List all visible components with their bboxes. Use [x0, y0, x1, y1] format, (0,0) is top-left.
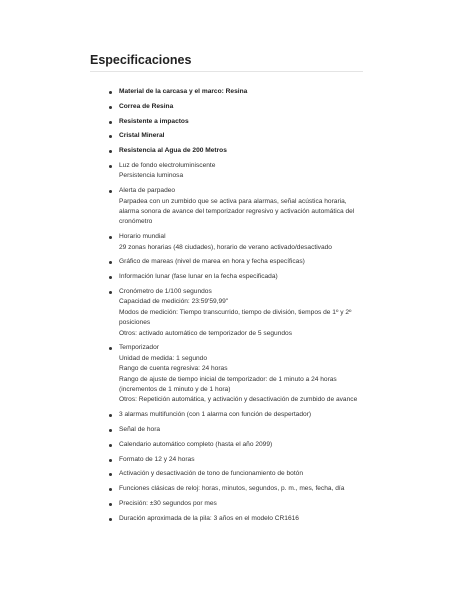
spec-label: Luz de fondo electroluminiscente: [119, 161, 216, 169]
spec-detail: 29 zonas horarias (48 ciudades), horario de verano activado/desactivado: [119, 243, 332, 251]
bullet-icon: [109, 150, 112, 153]
page-title: Especificaciones: [90, 53, 363, 72]
bullet-icon: [109, 276, 112, 279]
spec-label: Resistente a impactos: [119, 117, 189, 125]
bullet-icon: [109, 91, 112, 94]
specifications-section: [90, 53, 363, 529]
spec-detail: Persistencia luminosa: [119, 172, 184, 180]
list-item: [109, 117, 363, 127]
spec-label: Activación y desactivación de tono de funcionamiento de botón: [119, 470, 304, 478]
spec-label: Material de la carcasa y el marco: Resina: [119, 88, 248, 95]
bullet-icon: [109, 503, 112, 506]
bullet-icon: [109, 414, 112, 417]
list-item: [109, 131, 363, 141]
spec-detail: Parpadea con un zumbido que se activa para alarmas, señal acústica horaria, alarma sonora de avance del temporizador regresivo y activación automática del cronómetro: [119, 197, 355, 226]
spec-label: Señal de hora: [119, 426, 161, 434]
list-item: [109, 146, 363, 156]
list-item: [109, 272, 363, 282]
bullet-icon: [109, 347, 112, 350]
spec-detail: Unidad de medida: 1 segundo: [119, 354, 207, 362]
spec-label: Duración aproximada de la pila: 3 años en el modelo CR1616: [119, 514, 299, 522]
list-item: [109, 514, 363, 524]
bullet-icon: [109, 135, 112, 138]
spec-detail: Capacidad de medición: 23:59'59,99": [119, 298, 229, 306]
list-item: [109, 161, 363, 182]
spec-detail: Modos de medición: Tiempo transcurrido, tiempo de división, tiempos de 1º y 2º posiciones: [119, 308, 352, 327]
spec-detail: Rango de ajuste de tiempo inicial de temporizador: de 1 minuto a 24 horas (incrementos de 1 minuto y de 1 hora): [119, 375, 337, 394]
spec-label: Información lunar (fase lunar en la fecha especificada): [119, 273, 278, 281]
bullet-icon: [109, 261, 112, 264]
list-item: [109, 287, 363, 339]
bullet-icon: [109, 518, 112, 521]
bullet-icon: [109, 444, 112, 447]
bullet-icon: [109, 459, 112, 462]
bullet-icon: [109, 488, 112, 491]
bullet-icon: [109, 473, 112, 476]
list-item: [109, 343, 363, 405]
spec-detail: Otros: Repetición automática, y activación y desactivación de zumbido de avance: [119, 396, 358, 404]
spec-list: [90, 87, 363, 524]
spec-label: Horario mundial: [119, 233, 166, 241]
list-item: [109, 499, 363, 509]
bullet-icon: [109, 165, 112, 168]
spec-label: Formato de 12 y 24 horas: [119, 455, 195, 463]
spec-label: Calendario automático completo (hasta el año 2099): [119, 440, 273, 448]
spec-label: Precisión: ±30 segundos por mes: [119, 500, 217, 508]
list-item: [109, 102, 363, 112]
list-item: [109, 410, 363, 420]
list-item: [109, 87, 363, 97]
spec-label: Gráfico de mareas (nivel de marea en hora y fecha específicas): [119, 258, 305, 266]
list-item: [109, 484, 363, 494]
list-item: [109, 232, 363, 253]
spec-detail: Otros: activado automático de temporizador de 5 segundos: [119, 329, 293, 337]
bullet-icon: [109, 190, 112, 193]
spec-label: Temporizador: [119, 344, 159, 352]
spec-label: Cristal Mineral: [119, 132, 165, 140]
spec-label: Cronómetro de 1/100 segundos: [119, 288, 212, 295]
bullet-icon: [109, 236, 112, 239]
bullet-icon: [109, 291, 112, 294]
spec-label: 3 alarmas multifunción (con 1 alarma con función de despertador): [119, 411, 312, 419]
list-item: [109, 425, 363, 435]
list-item: [109, 455, 363, 465]
list-item: [109, 186, 363, 228]
bullet-icon: [109, 429, 112, 432]
list-item: [109, 257, 363, 267]
spec-label: Resistencia al Agua de 200 Metros: [119, 147, 227, 155]
list-item: [109, 440, 363, 450]
list-item: [109, 469, 363, 479]
spec-detail: Rango de cuenta regresiva: 24 horas: [119, 365, 228, 373]
bullet-icon: [109, 106, 112, 109]
bullet-icon: [109, 121, 112, 124]
spec-label: Alerta de parpadeo: [119, 187, 176, 195]
spec-label: Funciones clásicas de reloj: horas, minutos, segundos, p. m., mes, fecha, día: [119, 485, 345, 493]
spec-label: Correa de Resina: [119, 102, 174, 110]
